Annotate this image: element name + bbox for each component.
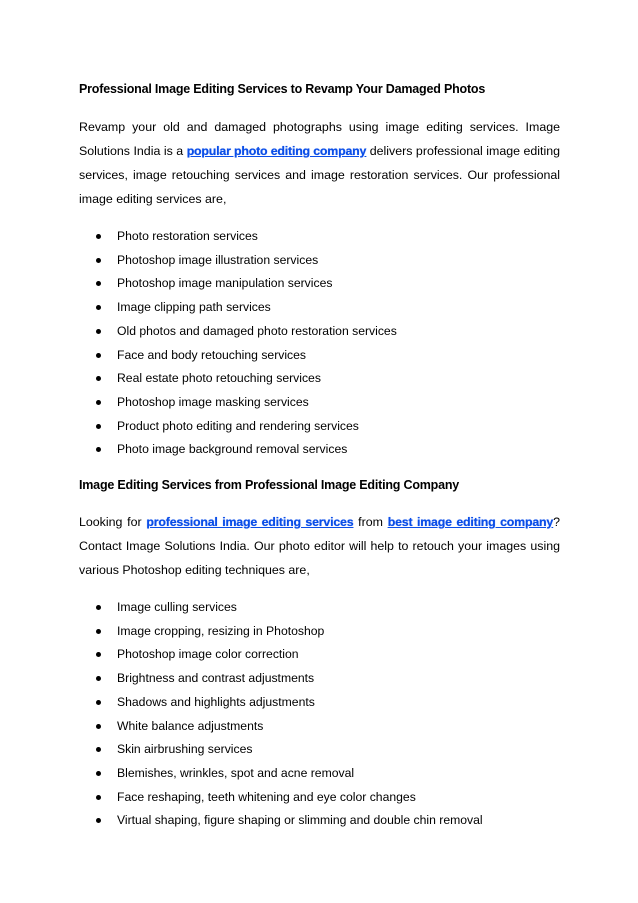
bullet-icon	[96, 400, 101, 405]
list-item	[79, 786, 560, 810]
list-item-text: Face reshaping, teeth whitening and eye color changes	[117, 789, 416, 804]
document-page	[79, 80, 560, 833]
bullet-icon	[96, 747, 101, 752]
bullet-icon	[96, 629, 101, 634]
section2-paragraph-text-c: ? Contact Image Solutions India. Our photo editor will help to retouch your images using various Photoshop editing techniques are,	[79, 515, 561, 578]
section1-paragraph-text-a: Revamp your old and damaged photographs using image editing services. Image Solutions India is a	[79, 120, 560, 158]
list-item	[79, 296, 560, 320]
list-item	[79, 809, 560, 833]
list-item-text: Face and body retouching services	[117, 347, 307, 362]
list-item-text: Blemishes, wrinkles, spot and acne removal	[117, 765, 355, 780]
bullet-icon	[96, 795, 101, 800]
list-item-text: Skin airbrushing services	[117, 742, 253, 757]
section1-service-list	[79, 225, 560, 462]
list-item-text: Photoshop image masking services	[117, 394, 309, 409]
bullet-icon	[96, 676, 101, 681]
list-item-text: Image cropping, resizing in Photoshop	[117, 623, 325, 638]
section2-paragraph	[79, 510, 560, 582]
section2-technique-list	[79, 596, 560, 833]
bullet-icon	[96, 605, 101, 610]
list-item-text: Image clipping path services	[117, 300, 271, 315]
list-item	[79, 643, 560, 667]
popular-photo-editing-company-link[interactable]: popular photo editing company	[186, 144, 367, 158]
bullet-icon	[96, 818, 101, 823]
list-item-text: Product photo editing and rendering services	[117, 418, 359, 433]
bullet-icon	[96, 234, 101, 239]
bullet-icon	[96, 353, 101, 358]
list-item	[79, 667, 560, 691]
list-item	[79, 738, 560, 762]
bullet-icon	[96, 771, 101, 776]
list-item	[79, 438, 560, 462]
list-item	[79, 415, 560, 439]
list-item-text: Photo image background removal services	[117, 442, 348, 457]
section2-paragraph-text-a: Looking for	[79, 515, 147, 530]
list-item	[79, 596, 560, 620]
list-item-text: Photoshop image illustration services	[117, 252, 319, 267]
list-item-text: Photoshop image manipulation services	[117, 276, 333, 291]
section2-heading: Image Editing Services from Professional Image Editing Company	[79, 478, 460, 493]
list-item-text: Virtual shaping, figure shaping or slimming and double chin removal	[117, 813, 483, 828]
list-item	[79, 762, 560, 786]
bullet-icon	[96, 424, 101, 429]
list-item-text: Photoshop image color correction	[117, 647, 299, 662]
list-item	[79, 391, 560, 415]
list-item	[79, 225, 560, 249]
list-item-text: Image culling services	[117, 600, 237, 615]
bullet-icon	[96, 700, 101, 705]
bullet-icon	[96, 447, 101, 452]
list-item	[79, 344, 560, 368]
bullet-icon	[96, 376, 101, 381]
list-item	[79, 691, 560, 715]
list-item	[79, 367, 560, 391]
list-item	[79, 620, 560, 644]
bullet-icon	[96, 652, 101, 657]
list-item-text: Photo restoration services	[117, 229, 258, 243]
list-item	[79, 715, 560, 739]
list-item-text: Real estate photo retouching services	[117, 371, 321, 386]
section1-heading: Professional Image Editing Services to Revamp Your Damaged Photos	[79, 82, 486, 96]
bullet-icon	[96, 724, 101, 729]
professional-image-editing-services-link[interactable]: professional image editing services	[146, 515, 354, 530]
section1-paragraph-text-b: delivers professional image editing services, image retouching services and image restoration services. Our professional image editing services are,	[79, 144, 560, 206]
list-item-text: White balance adjustments	[117, 718, 264, 733]
list-item	[79, 272, 560, 296]
list-item-text: Shadows and highlights adjustments	[117, 694, 315, 709]
list-item	[79, 249, 560, 273]
bullet-icon	[96, 305, 101, 310]
list-item-text: Brightness and contrast adjustments	[117, 671, 315, 686]
list-item	[79, 320, 560, 344]
bullet-icon	[96, 258, 101, 263]
section1-paragraph	[79, 115, 560, 211]
section2-paragraph-text-b: from	[353, 515, 388, 530]
bullet-icon	[96, 329, 101, 334]
best-image-editing-company-link[interactable]: best image editing company	[387, 515, 554, 530]
bullet-icon	[96, 281, 101, 286]
list-item-text: Old photos and damaged photo restoration services	[117, 323, 397, 338]
